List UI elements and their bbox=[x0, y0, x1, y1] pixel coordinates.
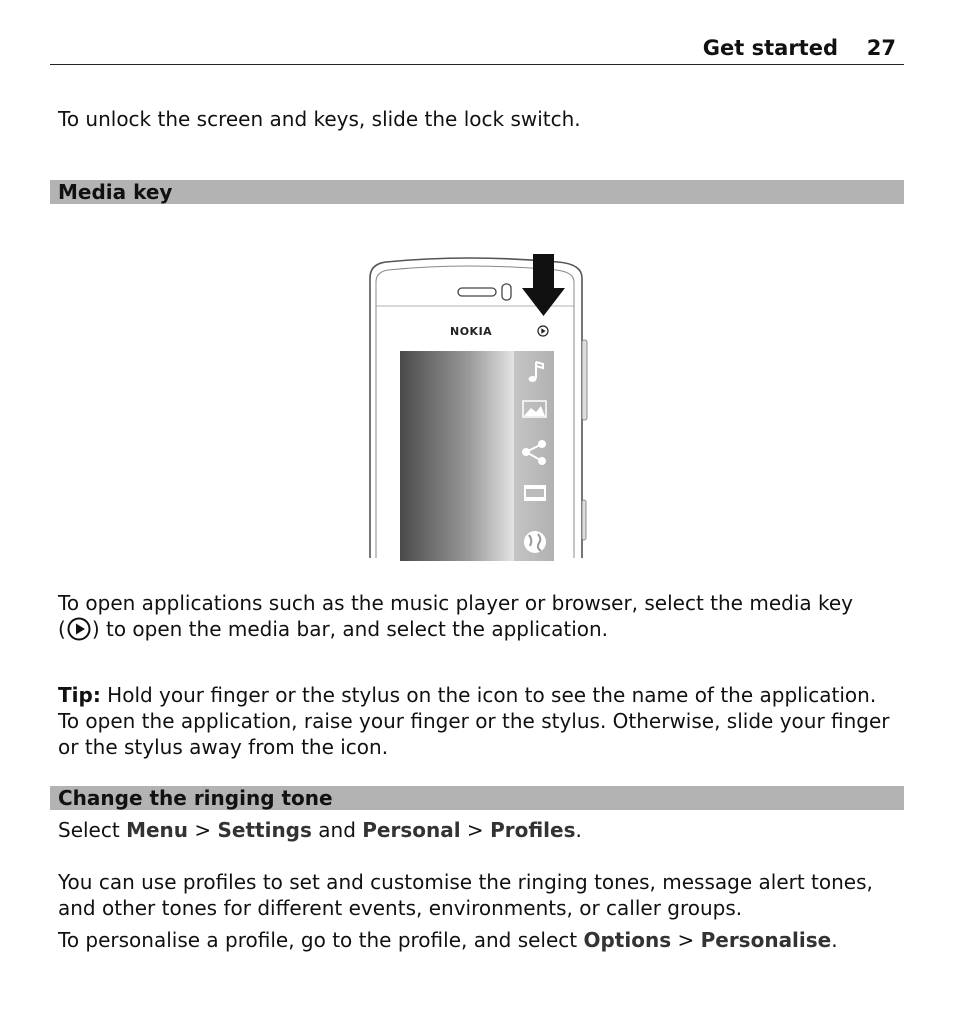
open-paren: ( bbox=[58, 617, 66, 641]
page-number: 27 bbox=[866, 36, 896, 60]
period: . bbox=[831, 928, 838, 952]
profiles-line1: You can use profiles to set and customise the ringing tones, message alert tones, bbox=[58, 870, 873, 894]
menu-path-profiles: Profiles bbox=[490, 818, 576, 842]
menu-path-menu: Menu bbox=[126, 818, 189, 842]
personalise-paragraph bbox=[58, 927, 908, 953]
profiles-line2: and other tones for different events, environments, or caller groups. bbox=[58, 896, 743, 920]
tip-label: Tip: bbox=[58, 683, 101, 707]
phone-brand-text: NOKIA bbox=[450, 325, 493, 338]
path-separator: > bbox=[460, 818, 491, 842]
select-paragraph bbox=[58, 817, 908, 843]
media-paragraph-line2 bbox=[58, 616, 908, 642]
unlock-paragraph: To unlock the screen and keys, slide the lock switch. bbox=[58, 107, 581, 131]
phone-illustration bbox=[358, 250, 598, 562]
tip-text-1: Hold your finger or the stylus on the icon to see the name of the application. bbox=[100, 683, 877, 707]
menu-path-options: Options bbox=[583, 928, 672, 952]
path-separator: > bbox=[671, 928, 701, 952]
select-text: Select bbox=[58, 818, 127, 842]
tip-line3: or the stylus away from the icon. bbox=[58, 735, 389, 759]
web-icon bbox=[524, 531, 546, 553]
media-key-play-icon bbox=[67, 617, 91, 641]
section-heading-ringing-tone bbox=[50, 786, 904, 810]
section-title: Media key bbox=[58, 180, 173, 204]
section-heading-media-key bbox=[50, 180, 904, 204]
video-icon bbox=[524, 485, 546, 501]
tip-line2: To open the application, raise your finger or the stylus. Otherwise, slide your finger bbox=[58, 709, 890, 733]
tip-line1 bbox=[58, 682, 908, 708]
personalise-text: To personalise a profile, go to the profile, and select bbox=[58, 928, 584, 952]
menu-path-personalise: Personalise bbox=[700, 928, 832, 952]
media-paragraph-rest: ) to open the media bar, and select the application. bbox=[91, 617, 609, 641]
chapter-title: Get started bbox=[702, 36, 838, 60]
media-paragraph-line1: To open applications such as the music player or browser, select the media key bbox=[58, 591, 854, 615]
and-text: and bbox=[311, 818, 363, 842]
section-title: Change the ringing tone bbox=[58, 786, 333, 810]
menu-path-personal: Personal bbox=[362, 818, 461, 842]
period: . bbox=[575, 818, 582, 842]
menu-path-settings: Settings bbox=[217, 818, 312, 842]
page-header bbox=[50, 36, 904, 65]
path-separator: > bbox=[188, 818, 218, 842]
